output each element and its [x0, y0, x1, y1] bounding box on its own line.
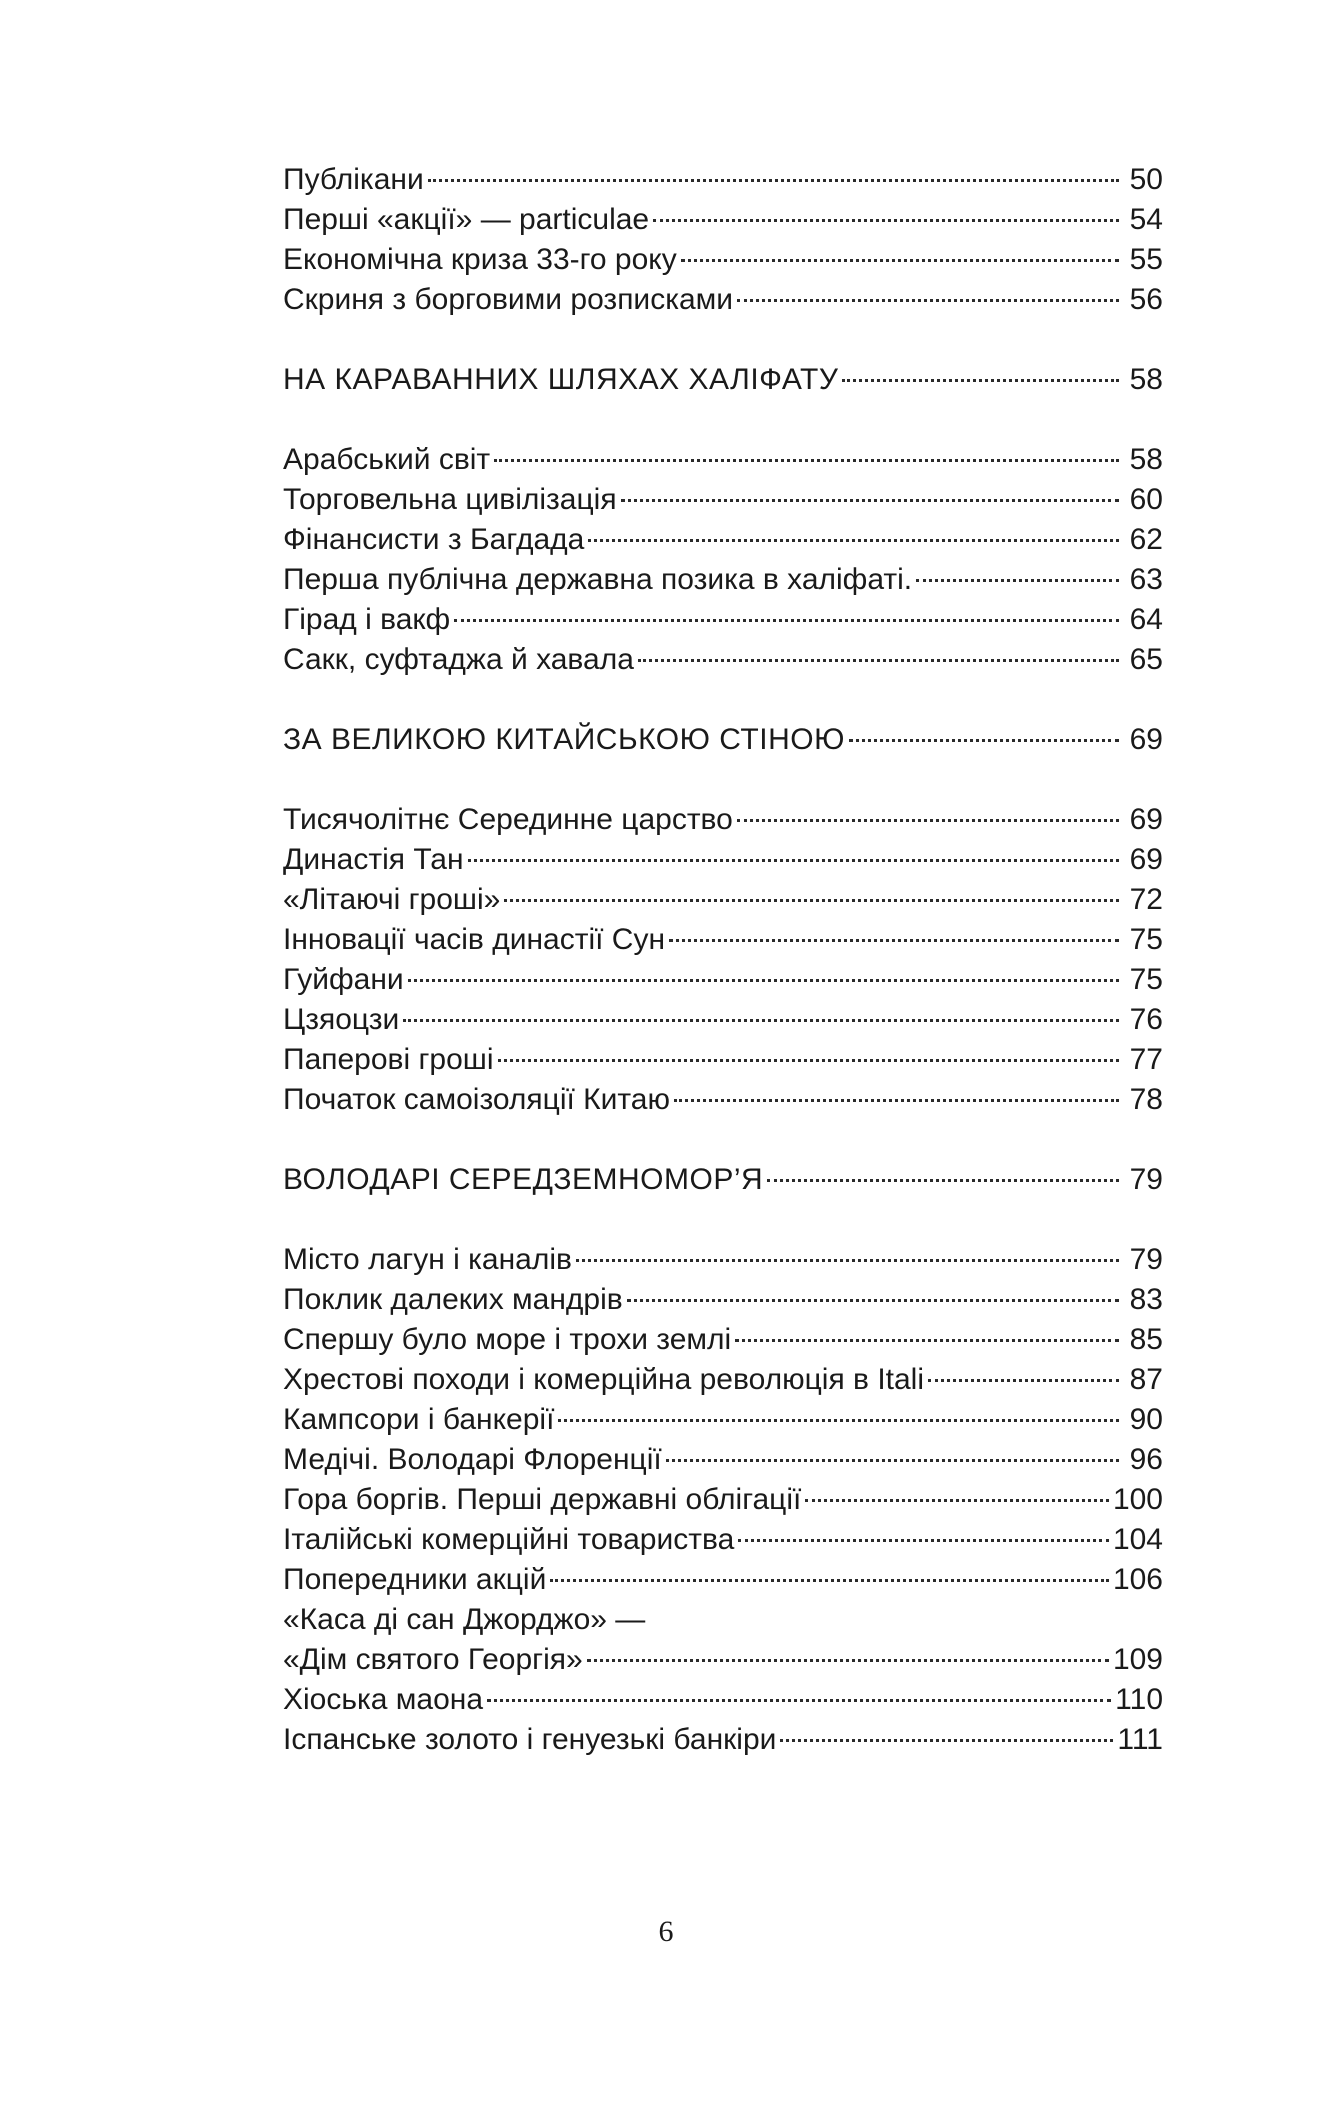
toc-page-number: 78 [1129, 1083, 1163, 1116]
toc-page-number: 77 [1129, 1043, 1163, 1076]
toc-page-number: 87 [1129, 1363, 1163, 1396]
toc-entry-title: Гора боргів. Перші державні облігації [283, 1483, 802, 1516]
toc-entry [283, 1000, 1163, 1040]
toc-entry [283, 560, 1163, 600]
toc-page-number: 56 [1129, 283, 1163, 316]
dot-leader [780, 1739, 1113, 1742]
toc-entry-title: Кампсори і банкерії [283, 1403, 555, 1436]
toc-page-number: 69 [1129, 803, 1163, 836]
toc-page-number: 75 [1129, 963, 1163, 996]
toc-entry [283, 1440, 1163, 1480]
toc-entry-title: Поклик далеких мандрів [283, 1283, 623, 1316]
toc-continuation-line: «Каса ді сан Джорджо» — [283, 1603, 646, 1636]
toc-section-heading [283, 720, 1163, 760]
toc-page-number: 96 [1129, 1443, 1163, 1476]
dot-leader [767, 1179, 1119, 1182]
toc-entry-title: Початок самоізоляції Китаю [283, 1083, 670, 1116]
toc-page-number: 64 [1129, 603, 1163, 636]
toc-page-number: 90 [1129, 1403, 1163, 1436]
toc-page-number: 69 [1129, 723, 1163, 756]
toc-entry [283, 280, 1163, 320]
toc-entry [283, 1640, 1163, 1680]
dot-leader [468, 859, 1119, 862]
dot-leader [666, 1459, 1119, 1462]
toc-page-number: 62 [1129, 523, 1163, 556]
toc-page-number: 72 [1129, 883, 1163, 916]
dot-leader [504, 899, 1119, 902]
dot-leader [408, 979, 1119, 982]
dot-leader [621, 499, 1119, 502]
dot-leader [588, 539, 1119, 542]
toc-entry [283, 520, 1163, 560]
dot-leader [842, 379, 1119, 382]
toc-entry [283, 1560, 1163, 1600]
dot-leader [403, 1019, 1119, 1022]
dot-leader [805, 1499, 1109, 1502]
toc-entry [283, 600, 1163, 640]
dot-leader [487, 1699, 1111, 1702]
toc-page-number: 111 [1117, 1723, 1163, 1756]
dot-leader [916, 579, 1119, 582]
toc-entry-title: Сакк, суфтаджа й хавала [283, 643, 634, 676]
toc-entry-title: Спершу було море і трохи землі [283, 1323, 732, 1356]
toc-entry [283, 1720, 1163, 1760]
toc-entry [283, 880, 1163, 920]
toc-page-number: 79 [1129, 1163, 1163, 1196]
dot-leader [576, 1259, 1119, 1262]
toc-entry [283, 440, 1163, 480]
toc-entry-title: Паперові гроші [283, 1043, 494, 1076]
toc-section-heading [283, 360, 1163, 400]
toc-entry-title: Гуйфани [283, 963, 404, 996]
toc-entry [283, 800, 1163, 840]
toc-entry [283, 1320, 1163, 1360]
toc-page-number: 100 [1112, 1483, 1163, 1516]
toc-entry-title: Гірад і вакф [283, 603, 451, 636]
dot-leader [454, 619, 1119, 622]
toc-entry-title: Хіоська маона [283, 1683, 484, 1716]
toc-entry-title: Хрестові походи і комерційна революція в Italі [283, 1363, 925, 1396]
toc-page-number: 55 [1129, 243, 1163, 276]
toc-entry [283, 1400, 1163, 1440]
dot-leader [550, 1579, 1109, 1582]
toc-entry [283, 960, 1163, 1000]
toc-entry-title: Цзяоцзи [283, 1003, 400, 1036]
toc-page-number: 50 [1129, 163, 1163, 196]
toc-entry [283, 240, 1163, 280]
toc-entry-title: Місто лагун і каналів [283, 1243, 572, 1276]
toc-entry-title: ЗА ВЕЛИКОЮ КИТАЙСЬКОЮ СТІНОЮ [283, 723, 845, 756]
dot-leader [428, 179, 1119, 182]
dot-leader [494, 459, 1119, 462]
toc-entry-title: Торговельна цивілізація [283, 483, 617, 516]
toc-page-number: 85 [1129, 1323, 1163, 1356]
toc-page-number: 60 [1129, 483, 1163, 516]
dot-leader [735, 1339, 1119, 1342]
toc-page-number: 110 [1115, 1683, 1163, 1716]
toc-entry [283, 920, 1163, 960]
dot-leader [681, 259, 1119, 262]
toc-page-number: 69 [1129, 843, 1163, 876]
toc-page-number: 83 [1129, 1283, 1163, 1316]
toc-page-number: 75 [1129, 923, 1163, 956]
dot-leader [669, 939, 1119, 942]
toc-entry-title: Публікани [283, 163, 424, 196]
toc-entry [283, 1480, 1163, 1520]
toc-entry-title: Перші «акції» — particulae [283, 203, 650, 236]
toc-entry-title: Тисячолітнє Серединне царство [283, 803, 733, 836]
toc-page-number: 63 [1129, 563, 1163, 596]
toc-page-number: 109 [1112, 1643, 1163, 1676]
dot-leader [558, 1419, 1119, 1422]
toc-entry [283, 200, 1163, 240]
toc-entry-title: «Дім святого Георгія» [283, 1643, 583, 1676]
toc-entry-title: Медічі. Володарі Флоренції [283, 1443, 662, 1476]
toc-entry-title: Економічна криза 33-го року [283, 243, 677, 276]
toc-entry-title: Попередники акцій [283, 1563, 547, 1596]
toc-entry-title: ВОЛОДАРІ СЕРЕДЗЕМНОМОР’Я [283, 1163, 764, 1196]
toc-page-number: 65 [1129, 643, 1163, 676]
toc-page-number: 106 [1112, 1563, 1163, 1596]
toc-page-number: 54 [1129, 203, 1163, 236]
dot-leader [498, 1059, 1119, 1062]
toc-entry [283, 1080, 1163, 1120]
toc-entry-title: Перша публічна державна позика в халіфаті. [283, 563, 913, 596]
toc-entry [283, 1360, 1163, 1400]
toc-page-number: 58 [1129, 363, 1163, 396]
dot-leader [738, 1539, 1109, 1542]
toc-entry [283, 160, 1163, 200]
table-of-contents [283, 160, 1163, 1760]
toc-entry [283, 1040, 1163, 1080]
toc-entry [283, 480, 1163, 520]
toc-entry [283, 1280, 1163, 1320]
toc-section-heading [283, 1160, 1163, 1200]
toc-page-number: 76 [1129, 1003, 1163, 1036]
toc-entry-title: НА КАРАВАННИХ ШЛЯХАХ ХАЛІФАТУ [283, 363, 839, 396]
toc-entry-title: Скриня з борговими розписками [283, 283, 734, 316]
toc-entry-title: Іспанське золото і генуезькі банкіри [283, 1723, 777, 1756]
dot-leader [587, 1659, 1109, 1662]
dot-leader [737, 819, 1119, 822]
dot-leader [849, 739, 1119, 742]
dot-leader [737, 299, 1119, 302]
toc-entry [283, 840, 1163, 880]
toc-entry [283, 1520, 1163, 1560]
toc-entry-title: Арабський світ [283, 443, 491, 476]
toc-entry-title: «Літаючі гроші» [283, 883, 501, 916]
toc-page-number: 104 [1112, 1523, 1163, 1556]
toc-entry [283, 640, 1163, 680]
dot-leader [653, 219, 1119, 222]
toc-entry-title: Італійські комерційні товариства [283, 1523, 735, 1556]
dot-leader [928, 1379, 1119, 1382]
toc-page-number: 58 [1129, 443, 1163, 476]
toc-page-number: 79 [1129, 1243, 1163, 1276]
page-number: 6 [658, 1915, 674, 1948]
toc-entry [283, 1680, 1163, 1720]
toc-entry-title: Династія Тан [283, 843, 464, 876]
dot-leader [627, 1299, 1119, 1302]
dot-leader [638, 659, 1119, 662]
dot-leader [674, 1099, 1119, 1102]
toc-entry-title: Фінансисти з Багдада [283, 523, 585, 556]
toc-entry-title: Інновації часів династії Сун [283, 923, 666, 956]
toc-entry [283, 1240, 1163, 1280]
